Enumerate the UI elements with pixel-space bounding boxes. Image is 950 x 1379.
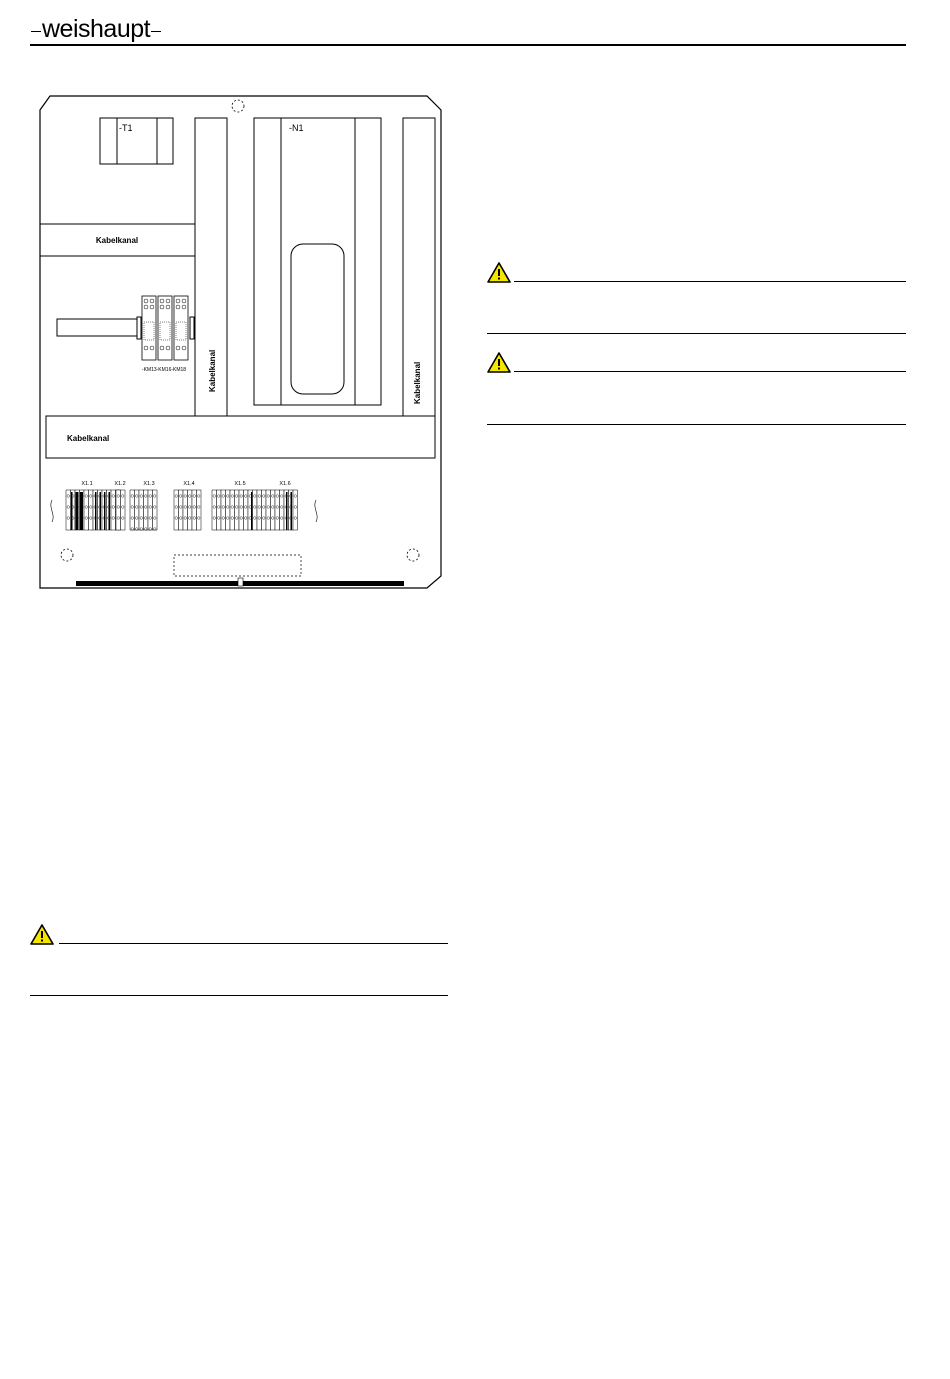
- terminal-block: [257, 490, 262, 530]
- terminal-block: [197, 490, 202, 530]
- terminal-block: [84, 490, 89, 530]
- terminal-block: [230, 490, 235, 530]
- cable-duct-vertical-right: [403, 118, 435, 416]
- controller-n1: [254, 118, 381, 405]
- controller-label: -N1: [289, 123, 304, 133]
- cable-duct-vertical-middle: [195, 118, 227, 416]
- terminal-block: [271, 490, 276, 530]
- warning-rule-top: [59, 943, 448, 944]
- terminal-label-x1-3: X1.3: [143, 481, 155, 487]
- terminal-jumper: [71, 492, 73, 530]
- terminal-block: [116, 490, 121, 530]
- terminal-jumper: [109, 492, 111, 530]
- terminal-block: [121, 490, 126, 530]
- terminal-block: [179, 490, 184, 530]
- terminal-block: [244, 490, 249, 530]
- terminal-strip: [51, 481, 317, 530]
- terminal-jumper: [286, 492, 288, 530]
- terminal-jumper: [104, 492, 106, 530]
- terminal-block: [153, 490, 158, 530]
- contactors-label: -KM13-KM16-KM18: [141, 367, 187, 373]
- contactor-km13: [142, 296, 156, 360]
- warning-rule-bottom: [30, 995, 448, 996]
- transformer-label: -T1: [119, 123, 133, 133]
- din-rail-contactors: [57, 296, 194, 373]
- warning-triangle-icon: [30, 924, 54, 945]
- cable-duct-top-left: [40, 224, 195, 256]
- transformer-t1: [100, 118, 173, 164]
- mounting-hole-left: [61, 549, 73, 561]
- terminal-block: [111, 490, 116, 530]
- terminal-jumper: [80, 492, 82, 530]
- terminal-block: [139, 490, 144, 530]
- terminal-label-x1-5: X1.5: [234, 481, 246, 487]
- warning-block-3: [30, 924, 450, 999]
- terminal-block: [235, 490, 240, 530]
- terminal-block: [262, 490, 267, 530]
- terminal-block: [275, 490, 280, 530]
- terminal-block: [266, 490, 271, 530]
- cable-duct-label: Kabelkanal: [67, 434, 110, 443]
- warning-block-1: [487, 262, 907, 337]
- terminal-jumper: [77, 492, 79, 530]
- terminal-jumper: [82, 492, 84, 530]
- warning-rule-top: [514, 281, 906, 282]
- cable-duct-label: Kabelkanal: [413, 361, 422, 404]
- terminal-block: [89, 490, 94, 530]
- terminal-block: [280, 490, 285, 530]
- terminal-block: [183, 490, 188, 530]
- terminal-block: [217, 490, 222, 530]
- terminal-jumper: [251, 492, 253, 530]
- terminal-label-x1-1: X1.1: [81, 481, 93, 487]
- dashed-cutout: [174, 555, 301, 576]
- cable-duct-label: Kabelkanal: [95, 236, 139, 245]
- mounting-hole-top: [232, 100, 244, 112]
- terminal-block: [130, 490, 135, 530]
- cable-duct-label: Kabelkanal: [208, 349, 217, 392]
- terminal-block: [293, 490, 298, 530]
- contactor-km18: [174, 296, 188, 360]
- logo-text: weishaupt: [42, 15, 151, 43]
- terminal-block: [226, 490, 231, 530]
- terminal-block: [66, 490, 71, 530]
- terminal-block: [148, 490, 153, 530]
- terminal-block: [239, 490, 244, 530]
- terminal-jumper: [100, 492, 102, 530]
- terminal-block: [174, 490, 179, 530]
- terminal-label-x1-4: X1.4: [183, 481, 195, 487]
- terminal-block: [221, 490, 226, 530]
- cable-entry-bar: [76, 578, 404, 586]
- terminal-jumper: [291, 492, 293, 530]
- terminal-label-x1-2: X1.2: [114, 481, 126, 487]
- terminal-jumper: [95, 492, 97, 530]
- warning-rule-bottom: [487, 424, 906, 425]
- terminal-jumper: [76, 492, 78, 530]
- terminal-label-x1-6: X1.6: [279, 481, 291, 487]
- terminal-block: [188, 490, 193, 530]
- terminal-block: [212, 490, 217, 530]
- terminal-block: [253, 490, 258, 530]
- warning-rule-bottom: [487, 333, 906, 334]
- terminal-block: [192, 490, 197, 530]
- warning-triangle-icon: [487, 352, 511, 373]
- mounting-hole-right: [407, 549, 419, 561]
- cable-duct-bottom: [46, 416, 435, 458]
- contactor-km16: [158, 296, 172, 360]
- terminal-block: [135, 490, 140, 530]
- warning-rule-top: [514, 371, 906, 372]
- warning-triangle-icon: [487, 262, 511, 283]
- terminal-block: [144, 490, 149, 530]
- warning-block-2: [487, 352, 907, 427]
